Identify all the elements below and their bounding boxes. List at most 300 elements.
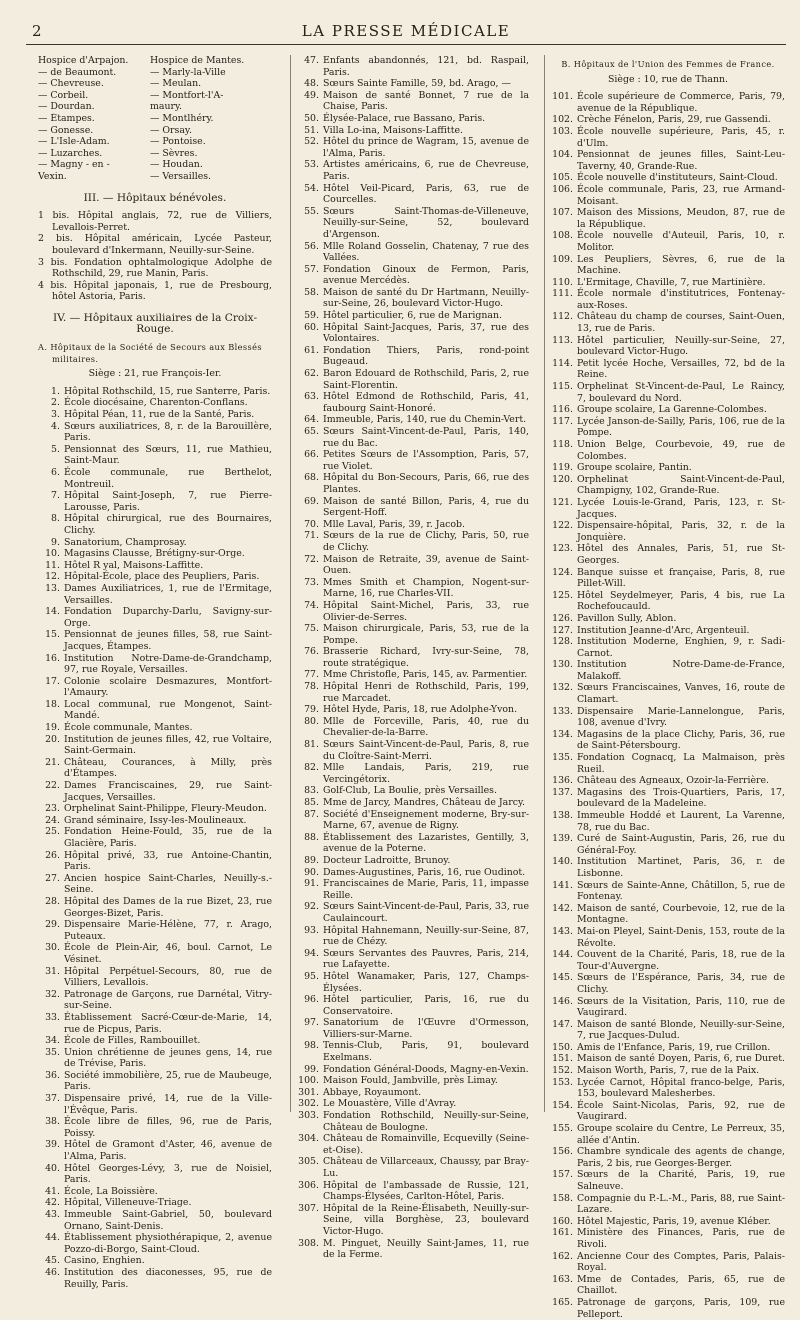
- item-number: 59.: [304, 310, 319, 322]
- item-text: Hôpital chirurgical, rue des Bournaires, Clichy.: [64, 513, 272, 536]
- item-text: Hôtel particulier, 6, rue de Marignan.: [323, 310, 503, 322]
- hospice-item: — Houdan.: [150, 159, 203, 171]
- item-number: 133.: [552, 705, 573, 717]
- item-text: Maison de santé Bonnet, 7 rue de la Chaise, Paris.: [323, 89, 529, 113]
- item-text: Maison chirurgicale, Paris, 53, rue de la Pompe.: [323, 623, 529, 646]
- list-item: [297, 762, 529, 785]
- item-number: 121.: [552, 496, 573, 508]
- item-number: 304.: [298, 1133, 319, 1145]
- item-text: Hôpital privé, 33, rue Antoine-Chantin, Paris.: [64, 849, 272, 873]
- list-item: [551, 230, 785, 253]
- item-text: Dispensaire Marie-Hélène, 77, r. Arago, Puteaux.: [64, 919, 272, 942]
- item-number: 307.: [298, 1202, 319, 1214]
- item-number: 55.: [304, 205, 319, 217]
- item-number: 110.: [552, 276, 573, 288]
- item-text: Château du champ de courses, Saint-Ouen, 13, rue de Paris.: [577, 311, 785, 335]
- item-number: 83.: [304, 785, 319, 797]
- item-number: 303.: [298, 1110, 319, 1122]
- item-number: 29.: [45, 919, 60, 931]
- item-number: 77.: [304, 669, 319, 681]
- hospices-list: [38, 55, 272, 183]
- item-number: 154.: [552, 1099, 573, 1111]
- list-item: [551, 1019, 785, 1042]
- list-item: [297, 426, 529, 449]
- item-number: 128.: [552, 636, 573, 648]
- list-item: [297, 716, 529, 739]
- list-item: [551, 474, 785, 497]
- item-text: Mmes Smith et Champion, Nogent-sur-Marne, 16, rue Charles-VII.: [323, 576, 529, 600]
- item-number: 115.: [552, 381, 573, 393]
- item-text: Hôtel Hyde, Paris, 18, rue Adolphe-Yvon.: [323, 704, 518, 716]
- list-item: [297, 878, 529, 901]
- item-number: 106.: [552, 183, 573, 195]
- hospice-item: — L'Isle-Adam.: [38, 136, 110, 148]
- item-number: 153.: [552, 1076, 573, 1088]
- item-number: 24.: [45, 814, 60, 826]
- item-text: Hôtel Majestic, Paris, 19, avenue Kléber.: [577, 1215, 771, 1227]
- item-text: Mai-on Pleyel, Saint-Denis, 153, route de la Révolte.: [577, 925, 785, 949]
- item-number: 306.: [298, 1179, 319, 1191]
- item-number: 25.: [45, 826, 60, 838]
- item-number: 63.: [304, 391, 319, 403]
- item-text: Sœurs Sainte Famille, 59, bd. Arago, —: [323, 78, 511, 90]
- item-text: Maison de santé Doyen, Paris, 6, rue Duret.: [577, 1053, 785, 1065]
- item-text: Château des Agneaux, Ozoir-la-Ferrière.: [577, 775, 770, 787]
- list-item: [38, 1197, 272, 1209]
- item-text: Sœurs de Sainte-Anne, Châtillon, 5, rue de Fontenay.: [577, 879, 785, 903]
- list-item: [38, 1012, 272, 1035]
- list-item: [551, 404, 785, 416]
- item-number: 114.: [552, 357, 573, 369]
- item-text: Docteur Ladroitte, Brunoy.: [323, 854, 451, 866]
- item-number: 93.: [304, 924, 319, 936]
- list-item: [551, 1274, 785, 1297]
- hospice-item: — Magny - en -: [38, 159, 110, 171]
- list-item: [38, 653, 272, 676]
- column-2: [290, 55, 529, 1261]
- item-text: Sœurs de l'Espérance, Paris, 34, rue de Clichy.: [577, 972, 785, 995]
- item-text: Orphelinat Saint-Vincent-de-Paul, Champigny, 102, Grande-Rue.: [577, 473, 785, 497]
- list-item: [551, 114, 785, 126]
- item-number: 58.: [304, 286, 319, 298]
- list-item: [38, 850, 272, 873]
- item-number: 43.: [45, 1209, 60, 1220]
- item-number: 5.: [51, 443, 60, 455]
- list-item: [551, 1065, 785, 1077]
- item-number: 46.: [45, 1266, 60, 1278]
- item-text: Établissement physiothérapique, 2, avenue Pozzo-di-Borgo, Saint-Cloud.: [64, 1232, 272, 1255]
- item-text: Société d'Enseignement moderne, Bry-sur-Marne, 67, avenue de Rigny.: [323, 808, 529, 832]
- list-item: [38, 560, 272, 572]
- item-text: Château de Romainville, Ecquevilly (Seine-et-Oise).: [323, 1133, 529, 1156]
- list-item: [551, 996, 785, 1019]
- list-item: [297, 681, 529, 704]
- item-number: 113.: [552, 334, 573, 346]
- item-number: 141.: [552, 879, 573, 891]
- list-item: [551, 1227, 785, 1250]
- item-number: 117.: [552, 415, 573, 427]
- siege-a: Siège : 21, rue François-Ier.: [88, 368, 222, 380]
- item-number: 134.: [552, 728, 573, 740]
- list-item: [297, 901, 529, 924]
- item-number: 109.: [552, 253, 573, 265]
- list-item: [551, 706, 785, 729]
- list-item: [38, 873, 272, 896]
- list-item: [551, 184, 785, 207]
- list-item: [551, 381, 785, 404]
- item-number: 124.: [552, 566, 573, 578]
- list-item: [38, 966, 272, 989]
- list-item: [551, 659, 785, 682]
- list-item: [551, 288, 785, 311]
- item-text: Hôtel particulier, Neuilly-sur-Seine, 27, boulevard Victor-Hugo.: [577, 334, 785, 358]
- item-text: Dames Franciscaines, 29, rue Saint-Jacques, Versailles.: [64, 780, 272, 803]
- list-item: [551, 172, 785, 184]
- item-number: 66.: [304, 449, 319, 461]
- list-item: [38, 629, 272, 652]
- item-number: 64.: [304, 414, 319, 426]
- item-number: 120.: [552, 473, 573, 485]
- hospices-left: [38, 55, 150, 183]
- item-number: 42.: [45, 1197, 60, 1209]
- item-number: 144.: [552, 949, 573, 961]
- item-number: 97.: [304, 1017, 319, 1029]
- list-item: [551, 335, 785, 358]
- list-item: [297, 90, 529, 113]
- list-item: [551, 949, 785, 972]
- item-number: 145.: [552, 972, 573, 984]
- item-number: 9.: [51, 536, 60, 548]
- item-number: 65.: [304, 426, 319, 437]
- item-number: 72.: [304, 553, 319, 565]
- item-number: 3.: [51, 409, 60, 421]
- item-text: Sœurs de la Charité, Paris, 19, rue Salneuve.: [577, 1169, 785, 1192]
- item-number: 301.: [298, 1086, 319, 1098]
- list-item: [297, 809, 529, 832]
- list-item: [38, 826, 272, 849]
- list-item: [551, 567, 785, 590]
- item-number: 102.: [552, 114, 573, 126]
- list-item: [297, 1238, 529, 1261]
- list-item: [297, 241, 529, 264]
- list-item: 1 bis. Hôpital anglais, 72, rue de Villiers, Levallois-Perret.: [38, 210, 272, 233]
- list-item: [551, 903, 785, 926]
- item-text: Golf-Club, La Boulie, près Versailles.: [323, 785, 497, 797]
- item-number: 49.: [304, 89, 319, 101]
- item-number: 73.: [304, 576, 319, 588]
- item-number: 68.: [304, 472, 319, 484]
- list-item: [551, 311, 785, 334]
- list-item: [551, 1169, 785, 1192]
- list-item: [38, 722, 272, 734]
- item-text: Immeuble, Paris, 140, rue du Chemin-Vert.: [323, 414, 527, 426]
- item-text: Pavillon Sully, Ablon.: [577, 612, 677, 624]
- item-number: 156.: [552, 1146, 573, 1158]
- item-number: 308.: [298, 1237, 319, 1249]
- list-item: [297, 113, 529, 125]
- item-text: Hôpital de la Reine-Élisabeth, Neuilly-sur-Seine, villa Borghèse, 23, boulevard Victor-Hugo.: [323, 1202, 529, 1237]
- list-item: [38, 386, 272, 398]
- item-text: Les Peupliers, Sèvres, 6, rue de la Machine.: [577, 253, 785, 277]
- item-number: 47.: [304, 55, 319, 66]
- list-item: [297, 600, 529, 623]
- hospice-item: Hospice de Mantes.: [150, 55, 245, 66]
- item-number: 7.: [51, 490, 60, 502]
- item-number: 126.: [552, 612, 573, 624]
- hospice-item: — Gonesse.: [38, 124, 94, 136]
- item-number: 98.: [304, 1040, 319, 1052]
- item-text: Le Mouastère, Ville d'Avray.: [323, 1098, 457, 1110]
- list-item: [551, 1193, 785, 1216]
- list-item: [551, 1146, 785, 1169]
- item-number: 119.: [552, 462, 573, 474]
- item-number: 151.: [552, 1053, 573, 1065]
- list-item: [551, 1123, 785, 1146]
- item-number: 85.: [304, 797, 319, 808]
- item-text: Hôtel particulier, Paris, 16, rue du Conservatoire.: [323, 994, 529, 1017]
- item-number: 17.: [45, 675, 60, 687]
- item-number: 142.: [552, 902, 573, 914]
- item-text: Sœurs Saint-Vincent-de-Paul, Paris, 33, rue Caulaincourt.: [323, 901, 529, 924]
- list-item: [38, 734, 272, 757]
- item-number: 11.: [45, 559, 60, 571]
- item-number: 103.: [552, 125, 573, 137]
- item-number: 163.: [552, 1273, 573, 1285]
- list-item: [551, 207, 785, 230]
- hospices-right: [150, 55, 268, 183]
- list-item: [551, 880, 785, 903]
- subsection-title-b: B. Hôpitaux de l'Union des Femmes de France.: [561, 59, 775, 69]
- entries-list-1: [38, 386, 272, 1290]
- item-text: Hôtel de Gramont d'Aster, 46, avenue de l'Alma, Paris.: [64, 1139, 272, 1163]
- item-number: 152.: [552, 1065, 573, 1077]
- list-item: [297, 646, 529, 669]
- list-item: [551, 613, 785, 625]
- column-1: [38, 55, 272, 1290]
- list-item: [38, 606, 272, 629]
- list-item: 2 bis. Hôpital américain, Lycée Pasteur, boulevard d'Inkermann, Neuilly-sur-Seine.: [38, 233, 272, 256]
- item-text: École, La Boissière.: [64, 1185, 158, 1197]
- hospice-item: — Dourdan.: [38, 101, 95, 113]
- item-text: Sœurs de la Visitation, Paris, 110, rue de Vaugirard.: [577, 995, 785, 1019]
- list-item: [297, 1017, 529, 1040]
- list-item: [297, 78, 529, 90]
- list-item: [38, 421, 272, 444]
- item-text: Hôtel Edmond de Rothschild, Paris, 41, faubourg Saint-Honoré.: [323, 391, 529, 414]
- item-text: École communale, rue Berthelot, Montreuil.: [64, 467, 272, 490]
- item-text: Institution des diaconesses, 95, rue de Reuilly, Paris.: [64, 1266, 272, 1290]
- list-item: [38, 896, 272, 919]
- list-item: [38, 467, 272, 490]
- hospice-item: — Sèvres.: [150, 147, 198, 159]
- item-number: 14.: [45, 606, 60, 618]
- list-item: [551, 775, 785, 787]
- item-number: 92.: [304, 901, 319, 913]
- item-number: 74.: [304, 599, 319, 611]
- item-text: Mlle Laval, Paris, 39, r. Jacob.: [323, 518, 466, 530]
- item-text: Mlle de Forceville, Paris, 40, rue du Chevalier-de-la-Barre.: [323, 715, 529, 739]
- item-text: Couvent de la Charité, Paris, 18, rue de la Tour-d'Auvergne.: [577, 949, 785, 972]
- list-item: [551, 149, 785, 172]
- hospice-item: — de Beaumont.: [38, 66, 117, 78]
- list-item: [38, 1255, 272, 1267]
- item-number: 132.: [552, 682, 573, 694]
- item-number: 56.: [304, 240, 319, 252]
- list-item: [297, 797, 529, 809]
- item-text: École diocésaine, Charenton-Conflans.: [64, 397, 248, 409]
- item-text: Ancienne Cour des Comptes, Paris, Palais-Royal.: [577, 1250, 785, 1274]
- item-text: Dispensaire-hôpital, Paris, 32, r. de la Jonquière.: [577, 520, 785, 543]
- item-number: 50.: [304, 112, 319, 124]
- item-text: Château de Villarceaux, Chaussy, par Bray-Lu.: [323, 1156, 529, 1179]
- list-item: [551, 636, 785, 659]
- item-number: 146.: [552, 995, 573, 1007]
- item-number: 21.: [45, 756, 60, 768]
- entries-list-3: [551, 91, 785, 1320]
- list-item: [551, 752, 785, 775]
- item-number: 147.: [552, 1018, 573, 1030]
- item-text: Hôtel R yal, Maisons-Laffitte.: [64, 559, 204, 571]
- benevoles-list: [38, 210, 272, 303]
- item-number: 36.: [45, 1069, 60, 1081]
- item-number: 32.: [45, 988, 60, 1000]
- item-text: Petit lycée Hoche, Versailles, 72, bd de la Reine.: [577, 357, 785, 381]
- list-item: 4 bis. Hôpital japonais, 1, rue de Presbourg, hôtel Astoria, Paris.: [38, 279, 272, 303]
- item-number: 31.: [45, 965, 60, 977]
- item-text: École libre de filles, 96, rue de Paris, Poissy.: [64, 1116, 272, 1139]
- list-item: [297, 159, 529, 182]
- list-item: 3 bis. Fondation ophtalmologique Adolphe de Rothschild, 29, rue Manin, Paris.: [38, 256, 272, 280]
- item-text: Curé de Saint-Augustin, Paris, 26, rue du Général-Foy.: [577, 833, 785, 856]
- list-item: [297, 449, 529, 472]
- item-number: 38.: [45, 1116, 60, 1128]
- list-item: [297, 136, 529, 159]
- page-number: 2: [32, 22, 42, 40]
- item-text: Petites Sœurs de l'Assomption, Paris, 57, rue Violet.: [323, 449, 529, 472]
- item-text: Dispensaire Marie-Lannelongue, Paris, 108, avenue d'Ivry.: [577, 705, 785, 729]
- item-text: Institution Notre-Dame-de-Grandchamp, 97, rue Royale, Versailles.: [64, 652, 272, 676]
- list-item: [297, 867, 529, 879]
- item-number: 82.: [304, 762, 319, 774]
- list-item: [551, 254, 785, 277]
- list-item: [38, 583, 272, 606]
- item-text: Sœurs auxiliatrices, 8, r. de la Barouillère, Paris.: [64, 420, 272, 444]
- item-text: Enfants abandonnés, 121, bd. Raspail, Paris.: [323, 55, 529, 78]
- item-number: 105.: [552, 172, 573, 184]
- item-text: Amis de l'Enfance, Paris, 19, rue Crillon.: [577, 1041, 771, 1053]
- list-item: [551, 972, 785, 995]
- item-number: 10.: [45, 548, 60, 560]
- item-text: École nouvelle d'instituteurs, Saint-Cloud.: [577, 172, 778, 184]
- item-text: Fondation Général-Doods, Magny-en-Vexin.: [323, 1063, 529, 1075]
- item-text: Hôpital Saint-Jacques, Paris, 37, rue des Volontaires.: [323, 321, 529, 345]
- item-text: Établissement Sacré-Cœur-de-Marie, 14, rue de Picpus, Paris.: [64, 1011, 272, 1035]
- item-text: Sœurs de la rue de Clichy, Paris, 50, rue de Clichy.: [323, 530, 529, 553]
- item-number: 30.: [45, 942, 60, 954]
- list-item: [297, 496, 529, 519]
- item-number: 161.: [552, 1227, 573, 1239]
- item-number: 118.: [552, 439, 573, 450]
- item-number: 158.: [552, 1192, 573, 1204]
- list-item: [38, 444, 272, 467]
- item-text: Institution Notre-Dame-de-France, Malakoff.: [577, 659, 785, 682]
- list-item: [297, 669, 529, 681]
- list-item: [297, 1075, 529, 1087]
- list-item: [38, 676, 272, 699]
- item-text: Sœurs Servantes des Pauvres, Paris, 214, rue Lafayette.: [323, 947, 529, 971]
- list-item: [297, 925, 529, 948]
- item-number: 8.: [51, 513, 60, 525]
- item-text: Sœurs Saint-Thomas-de-Villeneuve, Neuilly-sur-Seine, 52, boulevard d'Argenson.: [323, 205, 529, 240]
- hospice-item: — Marly-la-Ville: [150, 66, 226, 78]
- item-text: Lycée Janson-de-Sailly, Paris, 106, rue de la Pompe.: [577, 415, 785, 439]
- list-item: [551, 416, 785, 439]
- list-item: [551, 682, 785, 705]
- list-item: [297, 704, 529, 716]
- item-text: Société immobilière, 25, rue de Maubeuge, Paris.: [64, 1069, 272, 1093]
- item-text: Brasserie Richard, Ivry-sur-Seine, 78, route stratégique.: [323, 646, 529, 669]
- list-item: [551, 1077, 785, 1100]
- item-text: Sanatorium, Champrosay.: [64, 536, 187, 548]
- item-number: 80.: [304, 715, 319, 727]
- list-item: [551, 520, 785, 543]
- item-number: 165.: [552, 1296, 573, 1308]
- list-item: [551, 856, 785, 879]
- item-text: Hôpital Saint-Joseph, 7, rue Pierre-Larousse, Paris.: [64, 490, 272, 513]
- item-text: Patronage de Garçons, rue Darnétal, Vitry-sur-Seine.: [64, 988, 272, 1012]
- list-item: [297, 1156, 529, 1179]
- item-number: 155.: [552, 1123, 573, 1135]
- list-item: [38, 780, 272, 803]
- list-item: [38, 513, 272, 536]
- list-item: [297, 206, 529, 241]
- item-text: Institution Martinet, Paris, 36, r. de Lisbonne.: [577, 856, 785, 879]
- item-number: 35.: [45, 1046, 60, 1058]
- item-number: 160.: [552, 1215, 573, 1227]
- item-number: 2.: [51, 397, 60, 409]
- item-text: Abbaye, Royaumont.: [323, 1086, 422, 1098]
- list-item: [297, 472, 529, 495]
- item-text: Dames-Augustines, Paris, 16, rue Oudinot.: [323, 866, 526, 878]
- item-number: 79.: [304, 704, 319, 716]
- item-text: Colonie scolaire Desmazures, Montfort-l'Amaury.: [64, 675, 272, 699]
- item-number: 157.: [552, 1169, 573, 1181]
- list-item: [297, 322, 529, 345]
- item-number: 75.: [304, 623, 319, 635]
- item-number: 22.: [45, 780, 60, 792]
- item-text: Maison de Retraite, 39, avenue de Saint-Ouen.: [323, 553, 529, 577]
- item-number: 112.: [552, 311, 573, 323]
- item-text: Maison Fould, Jambville, près Limay.: [323, 1075, 498, 1087]
- item-number: 138.: [552, 810, 573, 821]
- item-number: 123.: [552, 543, 573, 555]
- item-text: Magasins des Trois-Quartiers, Paris, 17, boulevard de la Madeleine.: [577, 786, 785, 810]
- item-number: 139.: [552, 833, 573, 845]
- page-header: [26, 22, 786, 45]
- section-title-benevoles: III. — Hôpitaux bénévoles.: [83, 191, 227, 204]
- list-item: [38, 537, 272, 549]
- item-text: Sœurs Saint-Vincent-de-Paul, Paris, 8, rue du Cloître-Saint-Merri.: [323, 739, 529, 762]
- list-item: [38, 1116, 272, 1139]
- list-item: [551, 277, 785, 289]
- item-text: Tennis-Club, Paris, 91, boulevard Exelmans.: [323, 1040, 529, 1064]
- list-item: [297, 183, 529, 206]
- item-text: Fondation Cognacq, La Malmaison, près Rueil.: [577, 752, 785, 775]
- list-item: [551, 1100, 785, 1123]
- item-text: Fondation Rothschild, Neuilly-sur-Seine, Château de Boulogne.: [323, 1110, 529, 1133]
- hospice-item: — Montlhéry.: [150, 112, 214, 124]
- item-text: Fondation Heine-Fould, 35, rue de la Glacière, Paris.: [64, 826, 272, 849]
